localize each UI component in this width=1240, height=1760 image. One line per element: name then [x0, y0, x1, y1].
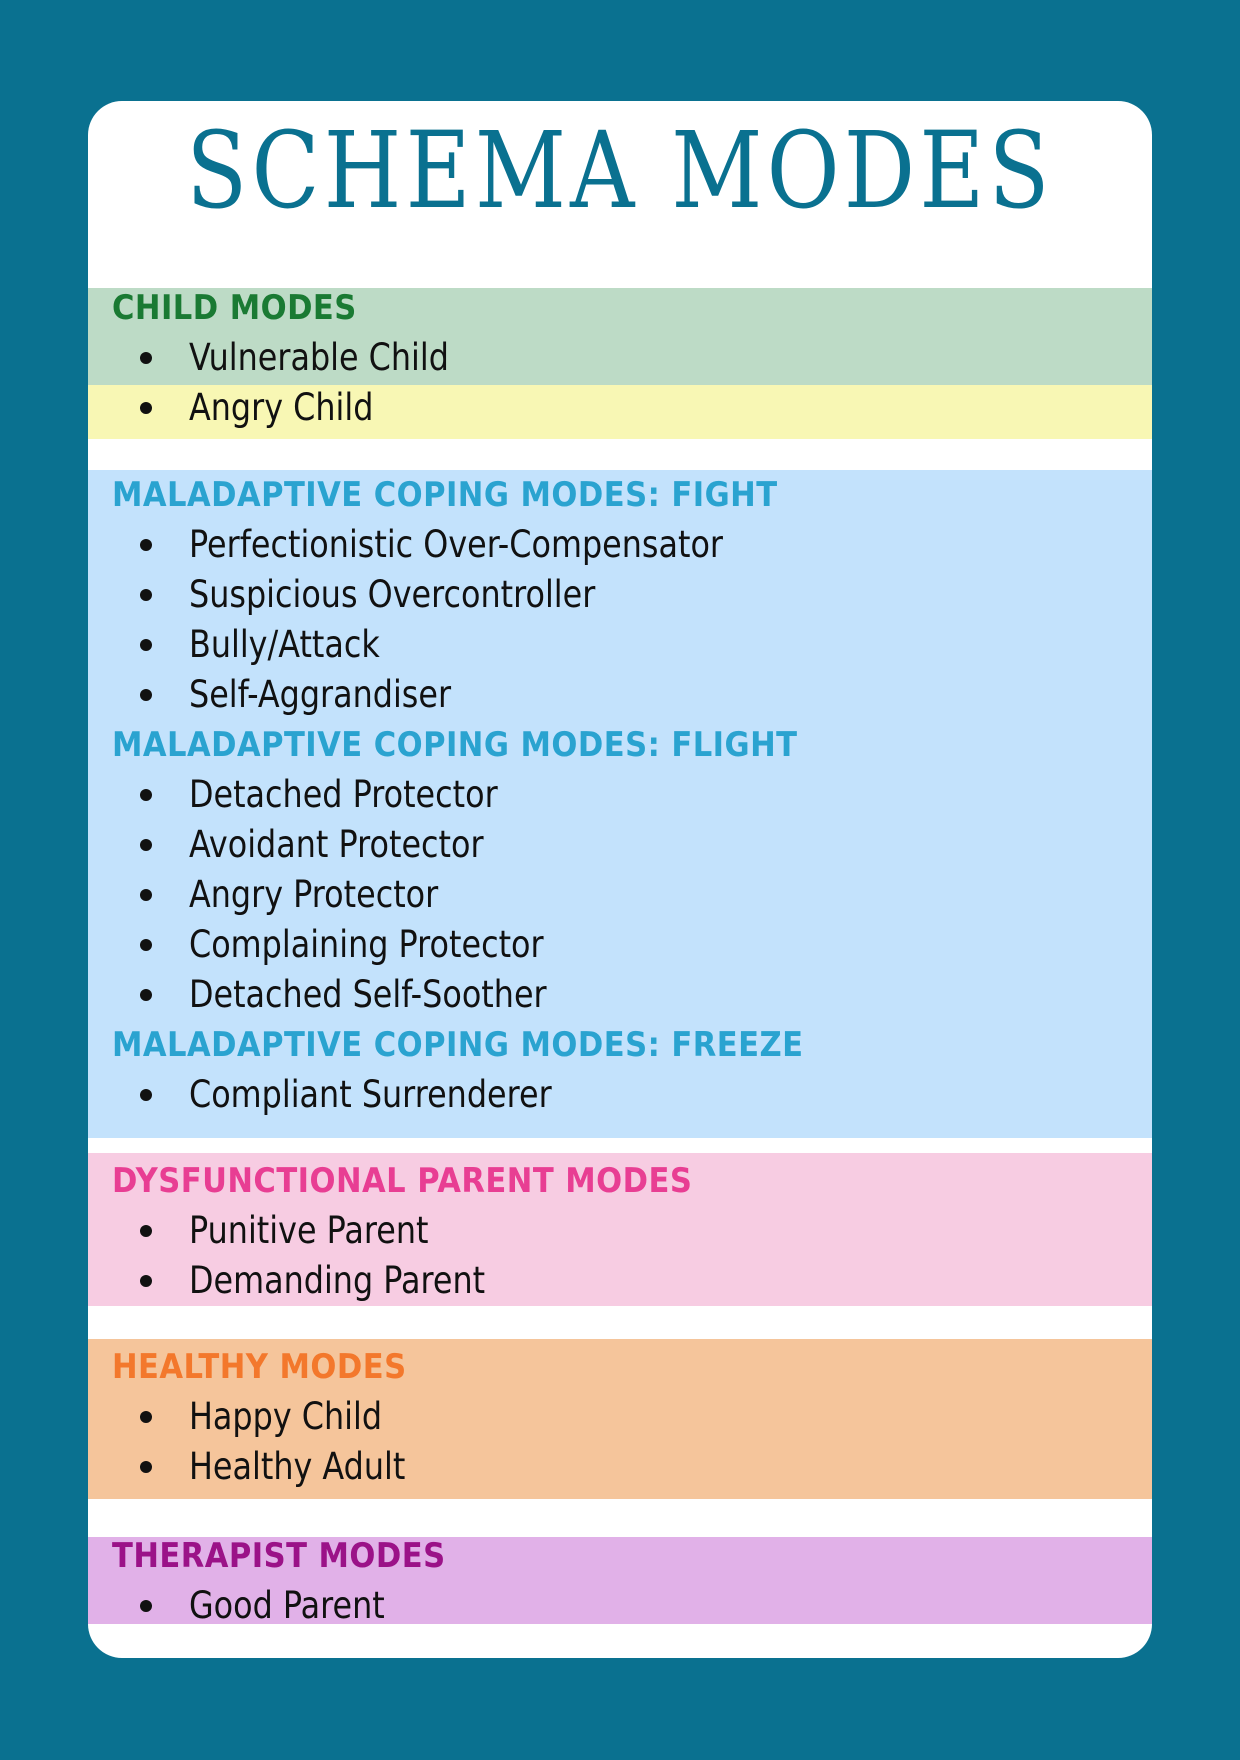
- list-item-label: Bully/Attack: [189, 623, 380, 666]
- bullet: [140, 352, 152, 364]
- bullet: [140, 639, 152, 651]
- list-item-label: Punitive Parent: [189, 1209, 429, 1252]
- bullet: [140, 589, 152, 601]
- bullet: [140, 1461, 152, 1473]
- bullet: [140, 1225, 152, 1237]
- list-item-label: Healthy Adult: [189, 1445, 406, 1488]
- section-heading-therapist-modes: THERAPIST MODES: [112, 1536, 446, 1576]
- list-item-label: Compliant Surrenderer: [189, 1073, 552, 1116]
- bullet: [140, 1089, 152, 1101]
- list-item-label: Suspicious Overcontroller: [189, 573, 596, 616]
- list-item-label: Angry Protector: [189, 873, 439, 916]
- section-heading-coping-flight: MALADAPTIVE COPING MODES: FLIGHT: [112, 725, 798, 765]
- bullet: [140, 839, 152, 851]
- list-item-label: Demanding Parent: [189, 1259, 486, 1302]
- list-item-label: Detached Self-Soother: [189, 973, 547, 1016]
- bullet: [140, 789, 152, 801]
- list-item-label: Happy Child: [189, 1395, 383, 1438]
- list-item-label: Good Parent: [189, 1584, 385, 1627]
- list-item-label: Self-Aggrandiser: [189, 673, 452, 716]
- section-heading-healthy-modes: HEALTHY MODES: [112, 1347, 407, 1387]
- bullet: [140, 889, 152, 901]
- section-heading-coping-freeze: MALADAPTIVE COPING MODES: FREEZE: [112, 1025, 804, 1065]
- list-item-label: Perfectionistic Over-Compensator: [189, 523, 724, 566]
- list-item-label: Avoidant Protector: [189, 823, 484, 866]
- list-item-label: Angry Child: [189, 386, 374, 429]
- page-title: SCHEMA MODES: [186, 109, 1054, 232]
- bullet: [140, 989, 152, 1001]
- section-heading-dysfunctional-parent: DYSFUNCTIONAL PARENT MODES: [112, 1161, 693, 1201]
- bullet: [140, 1411, 152, 1423]
- bullet: [140, 939, 152, 951]
- bullet: [140, 1600, 152, 1612]
- list-item-label: Detached Protector: [189, 773, 498, 816]
- section-heading-coping-fight: MALADAPTIVE COPING MODES: FIGHT: [112, 475, 778, 515]
- bullet: [140, 539, 152, 551]
- section-heading-child-modes: CHILD MODES: [112, 288, 357, 328]
- list-item-label: Vulnerable Child: [189, 336, 449, 379]
- list-item-label: Complaining Protector: [189, 923, 544, 966]
- bullet: [140, 689, 152, 701]
- bullet: [140, 1275, 152, 1287]
- bullet: [140, 402, 152, 414]
